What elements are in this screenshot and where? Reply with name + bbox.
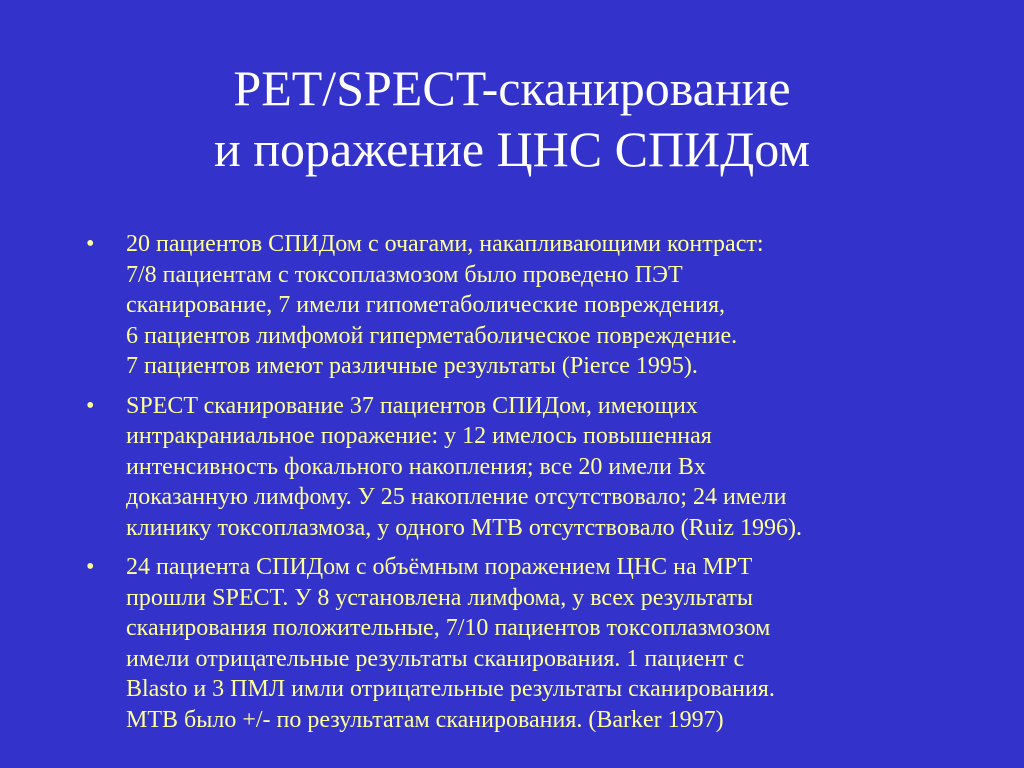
bullet-line: 7/8 пациентам с токсоплазмозом было проведено ПЭТ [126, 261, 683, 288]
title-line-2: и поражение ЦНС СПИДом [214, 121, 810, 177]
bullet-line: имели отрицательные результаты сканирования. 1 пациент с [126, 645, 745, 672]
bullet-line: клинику токсоплазмоза, у одного МТВ отсутствовало (Ruiz 1996). [126, 514, 802, 541]
bullet-icon: • [86, 392, 95, 419]
bullet-item-pet [0, 229, 1024, 382]
bullet-item-spect-barker [0, 552, 1024, 735]
bullet-line: сканирования положительные, 7/10 пациентов токсоплазмозом [126, 615, 771, 641]
bullet-line: интракраниальное поражение: у 12 имелось повышенная [126, 423, 712, 449]
bullet-icon: • [86, 554, 95, 580]
bullet-item-spect-ruiz [0, 391, 1024, 544]
bullet-list [0, 229, 1024, 744]
bullet-line: 7 пациентов имеют различные результаты (Pierce 1995). [126, 353, 698, 379]
bullet-line: 24 пациента СПИДом с объёмным поражением ЦНС на МРТ [126, 554, 753, 580]
bullet-line: доказанную лимфому. У 25 накопление отсутствовало; 24 имели [126, 484, 787, 510]
bullet-line: Blasto и 3 ПМЛ имли отрицательные результаты сканирования. [126, 676, 775, 702]
title-line-1: PET/SPECT-сканирование [233, 60, 791, 116]
bullet-icon: • [86, 231, 95, 257]
bullet-line: 6 пациентов лимфомой гиперметаболическое повреждение. [126, 322, 738, 349]
slide-title [0, 58, 1024, 180]
bullet-line: сканирование, 7 имели гипометаболические повреждения, [126, 292, 725, 318]
bullet-line: прошли SPECT. У 8 установлена лимфома, у всех результаты [126, 584, 753, 611]
bullet-line: 20 пациентов СПИДом с очагами, накапливающими контраст: [126, 231, 764, 257]
bullet-line: SPECT сканирование 37 пациентов СПИДом, имеющих [126, 392, 698, 419]
bullet-line: МТВ было +/- по результатам сканирования. (Barker 1997) [126, 706, 724, 733]
bullet-line: интенсивность фокального накопления; все 20 имели Bx [126, 453, 706, 480]
